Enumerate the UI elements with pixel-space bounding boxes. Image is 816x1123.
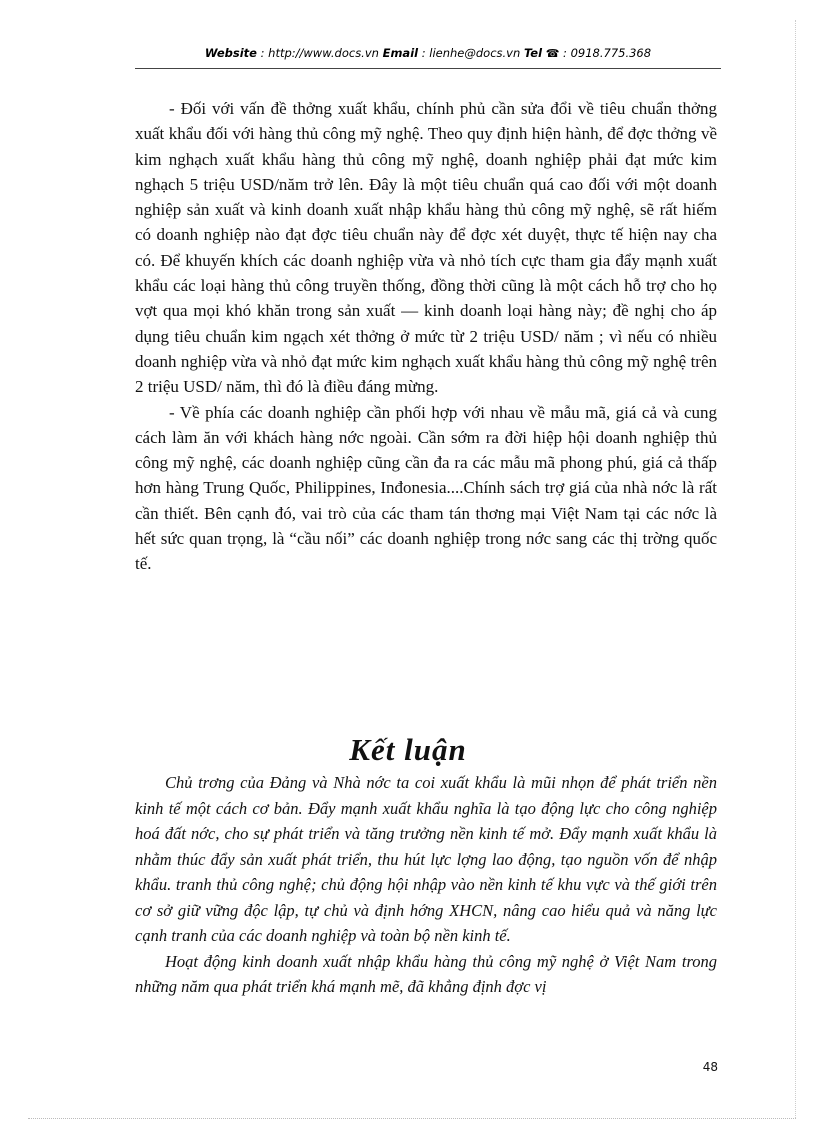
paragraph-enterprise-coordination: - Về phía các doanh nghiệp cần phối hợp với nhau về mẫu mã, giá cả và cung cách làm ăn với khách hàng nớc ngoài. Cần sớm ra đời hiệp hội doanh nghiệp thủ công mỹ nghệ, các doanh nghiệp cũng cần đa ra các mẫu mã phong phú, giá cả thấp hơn hàng Trung Quốc, Philippines, Inđonesia....Chính sách trợ giá của nhà nớc là rất cần thiết. Bên cạnh đó, vai trò của các tham tán thơng mại Việt Nam tại các nớc là hết sức quan trọng, là “cầu nối” các doanh nghiệp trong nớc sang các thị trờng quốc tế. — [135, 402, 717, 574]
conclusion-text — [135, 770, 717, 1000]
website-value: : http://www.docs.vn — [256, 46, 383, 60]
conclusion-paragraph: Chủ trơng của Đảng và Nhà nớc ta coi xuất khẩu là mũi nhọn để phát triển nền kinh tế một cách cơ bản. Đẩy mạnh xuất khẩu nghĩa là tạo động lực cho công nghiệp hoá đất nớc, cho sự phát triển và tăng trưởng nền kinh tế mở. Đẩy mạnh xuất khẩu là nhằm thúc đẩy sản xuất phát triển, thu hút lực lợng lao động, tạo nguồn vốn để nhập khẩu. tranh thủ công nghệ; chủ động hội nhập vào nền kinh tế khu vực và thế giới trên cơ sở giữ vững độc lập, tự chủ và định hớng XHCN, nâng cao hiểu quả và năng lực cạnh tranh của các doanh nghiệp và toàn bộ nền kinh tế. — [135, 773, 717, 945]
page-border-right — [795, 20, 796, 1118]
page-border-bottom — [28, 1118, 796, 1119]
website-label: Website — [204, 46, 257, 60]
conclusion-title: Kết luận — [349, 732, 467, 767]
paragraph-export-rewards: - Đối với vấn đề thởng xuất khẩu, chính phủ cần sửa đổi về tiêu chuẩn thởng xuất khẩu đối với hàng thủ công mỹ nghệ. Theo quy định hiện hành, để đợc thởng về kim nghạch xuất khẩu hàng thủ công mỹ nghệ, doanh nghiệp phải đạt mức kim nghạch 5 triệu USD/năm trở lên. Đây là một tiêu chuẩn quá cao đối với một doanh nghiệp sản xuất và kinh doanh xuất nhập khẩu hàng thủ công mỹ nghệ, sẽ rất hiếm có doanh nghiệp nào đạt đợc tiêu chuẩn này để đợc xét duyệt, thực tế hiện nay cha có. Để khuyến khích các doanh nghiệp vừa và nhỏ tích cực tham gia đẩy mạnh xuất khẩu các loại hàng thủ công truyền thống, đồng thời cũng là một cách hỗ trợ cho họ vợt qua mọi khó khăn trong sản xuất — kinh doanh loại hàng này; đề nghị cho áp dụng tiêu chuẩn kim ngạch xét thởng ở mức từ 2 triệu USD/ năm ; vì nếu có nhiều doanh nghiệp vừa và nhỏ đạt mức kim nghạch xuất khẩu hàng thủ công mỹ nghệ trên 2 triệu USD/ năm, thì đó là điều đáng mừng. — [135, 99, 717, 397]
body-text — [135, 96, 717, 577]
tel-value: : 0918.775.368 — [559, 46, 652, 60]
email-label: Email — [382, 46, 419, 60]
tel-label: Tel — [523, 46, 543, 60]
page-header — [135, 46, 721, 69]
conclusion-paragraph: Hoạt động kinh doanh xuất nhập khẩu hàng thủ công mỹ nghệ ở Việt Nam trong những năm qua phát triển khá mạnh mẽ, đã khẳng định đợc vị — [135, 951, 717, 996]
page-number: 48 — [702, 1060, 718, 1074]
phone-icon: ☎ — [545, 47, 560, 60]
email-value: : lienhe@docs.vn — [418, 46, 524, 60]
